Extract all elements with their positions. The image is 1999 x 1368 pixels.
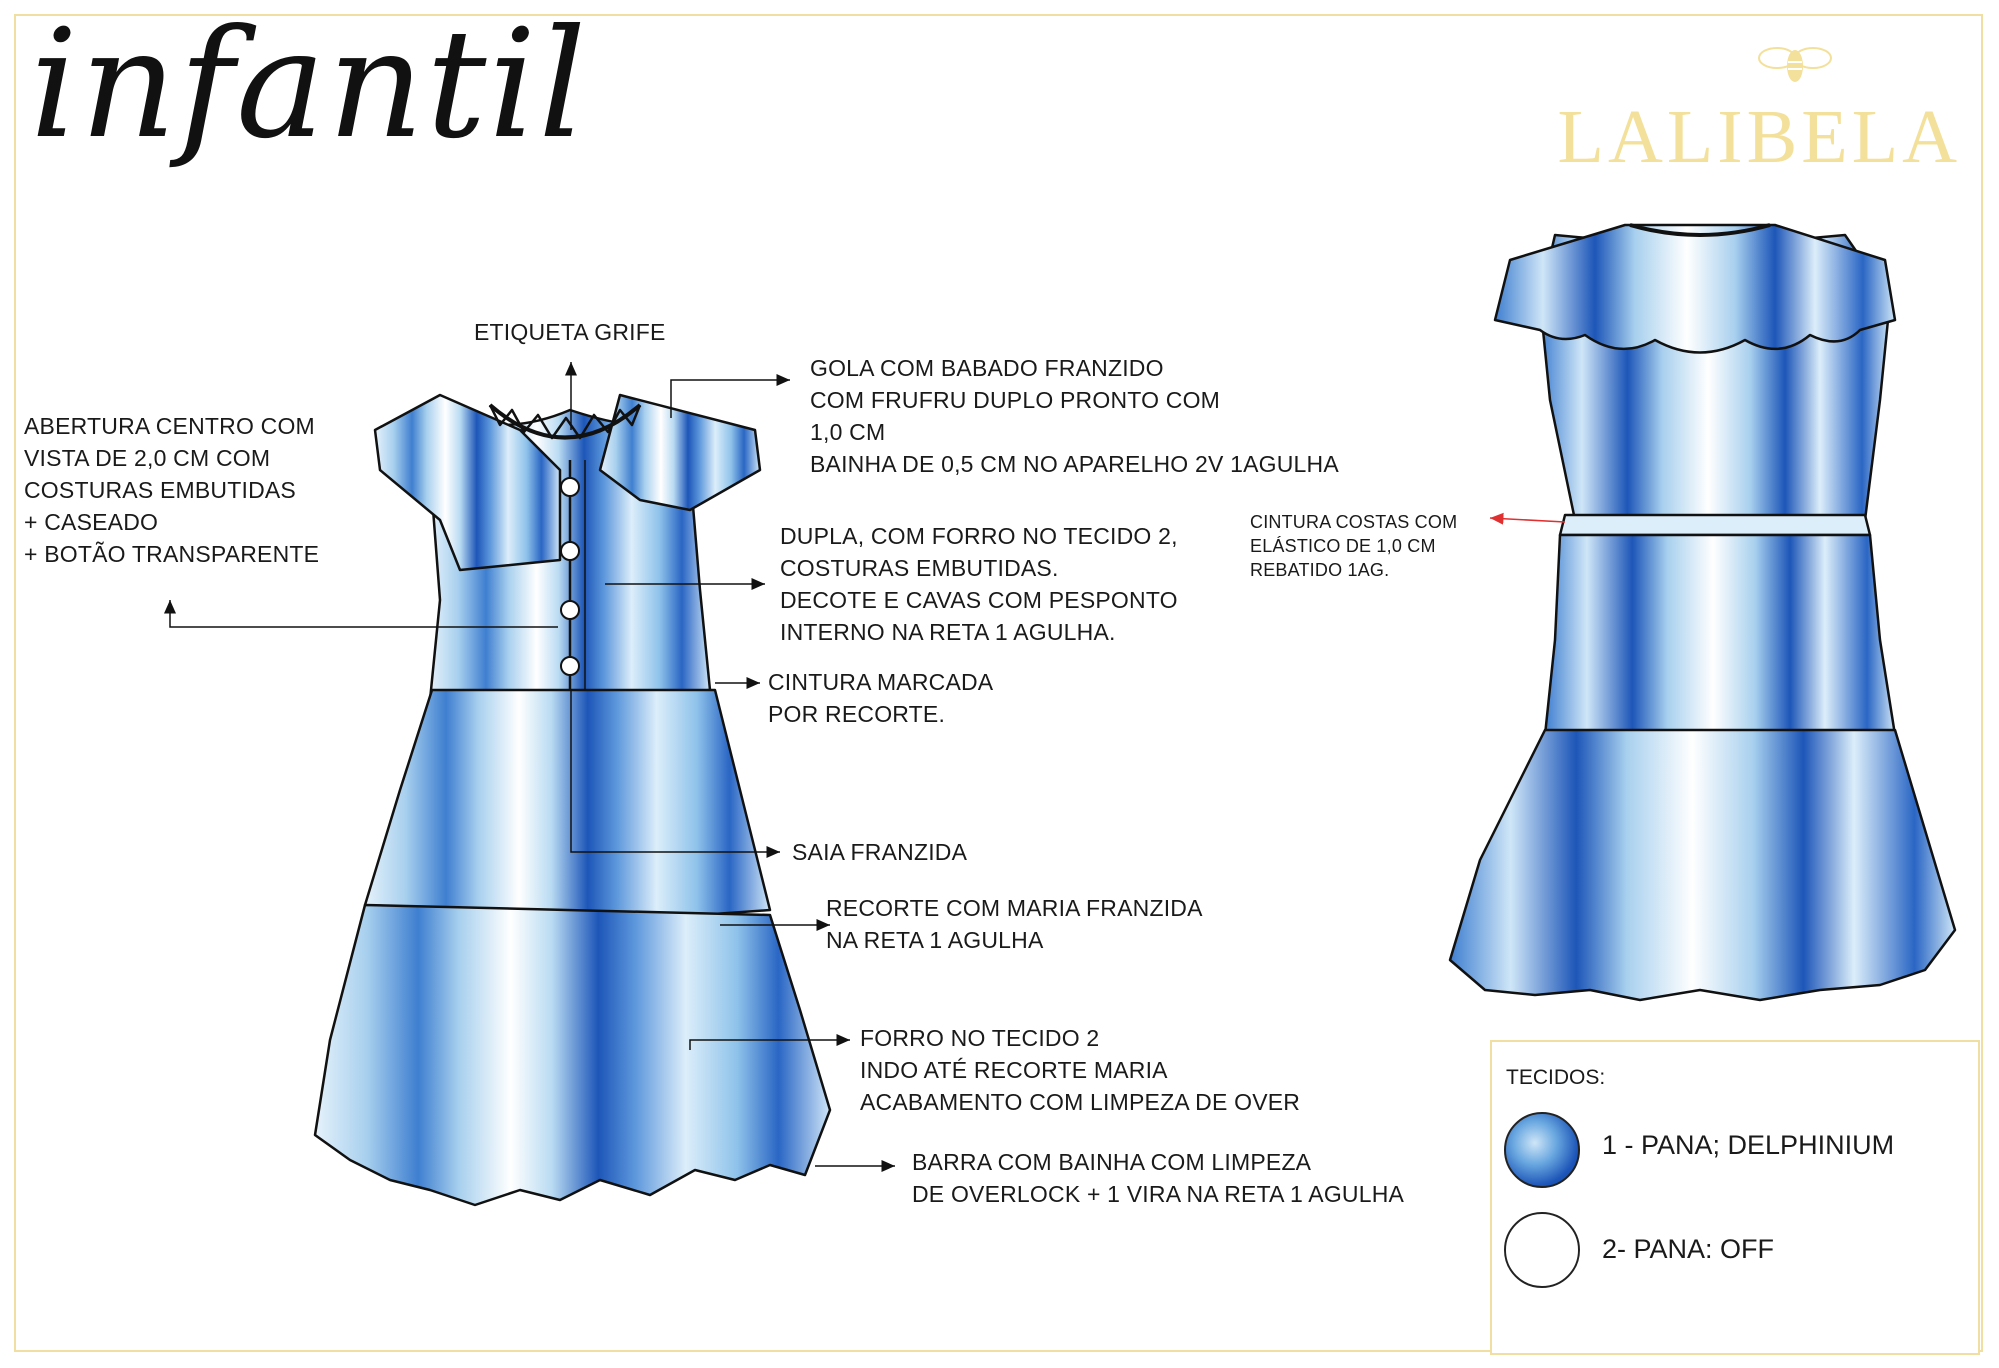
back-dress [1450,225,1955,1000]
fabric-legend [1490,1040,1980,1355]
arrow-cintura-costas [1490,518,1565,522]
legend-item-2: 2- PANA: OFF [1602,1234,1775,1264]
brand-logo: LALIBELA [1557,95,1961,179]
collection-title: infantil [30,0,589,172]
label-barra: BARRA COM BAINHA COM LIMPEZA DE OVERLOCK + 1 VIRA NA RETA 1 AGULHA [912,1149,1405,1207]
button-1 [561,478,579,496]
front-dress [315,395,830,1205]
label-etiqueta-grife: ETIQUETA GRIFE [474,319,666,345]
legend-item-1: 1 - PANA; DELPHINIUM [1602,1130,1895,1160]
back-waist [1560,515,1870,535]
label-abertura: ABERTURA CENTRO COM VISTA DE 2,0 CM COM COSTURAS EMBUTIDAS + CASEADO + BOTÃO TRANSPARENTE [24,413,320,567]
back-skirt-lower [1450,730,1955,1000]
label-forro: FORRO NO TECIDO 2 INDO ATÉ RECORTE MARIA ACABAMENTO COM LIMPEZA DE OVER [860,1025,1301,1115]
label-cintura-costas: CINTURA COSTAS COM ELÁSTICO DE 1,0 CM REBATIDO 1AG. [1250,512,1458,580]
fabric-swatch-delphinium [1504,1112,1580,1188]
label-saia: SAIA FRANZIDA [792,839,968,865]
label-gola: GOLA COM BABADO FRANZIDO COM FRUFRU DUPLO PRONTO COM 1,0 CM BAINHA DE 0,5 CM NO APARELHO 2V 1AGULHA [810,355,1339,477]
front-skirt-lower [315,905,830,1205]
label-dupla: DUPLA, COM FORRO NO TECIDO 2, COSTURAS EMBUTIDAS. DECOTE E CAVAS COM PESPONTO INTERNO NA RETA 1 AGULHA. [780,523,1178,645]
button-2 [561,542,579,560]
label-cintura: CINTURA MARCADA POR RECORTE. [768,669,994,727]
label-recorte: RECORTE COM MARIA FRANZIDA NA RETA 1 AGULHA [826,895,1203,953]
button-4 [561,657,579,675]
legend-title: TECIDOS: [1506,1066,1606,1089]
back-skirt-upper [1545,535,1895,735]
fabric-swatch-off [1504,1212,1580,1288]
front-skirt-upper [365,690,770,925]
button-3 [561,601,579,619]
